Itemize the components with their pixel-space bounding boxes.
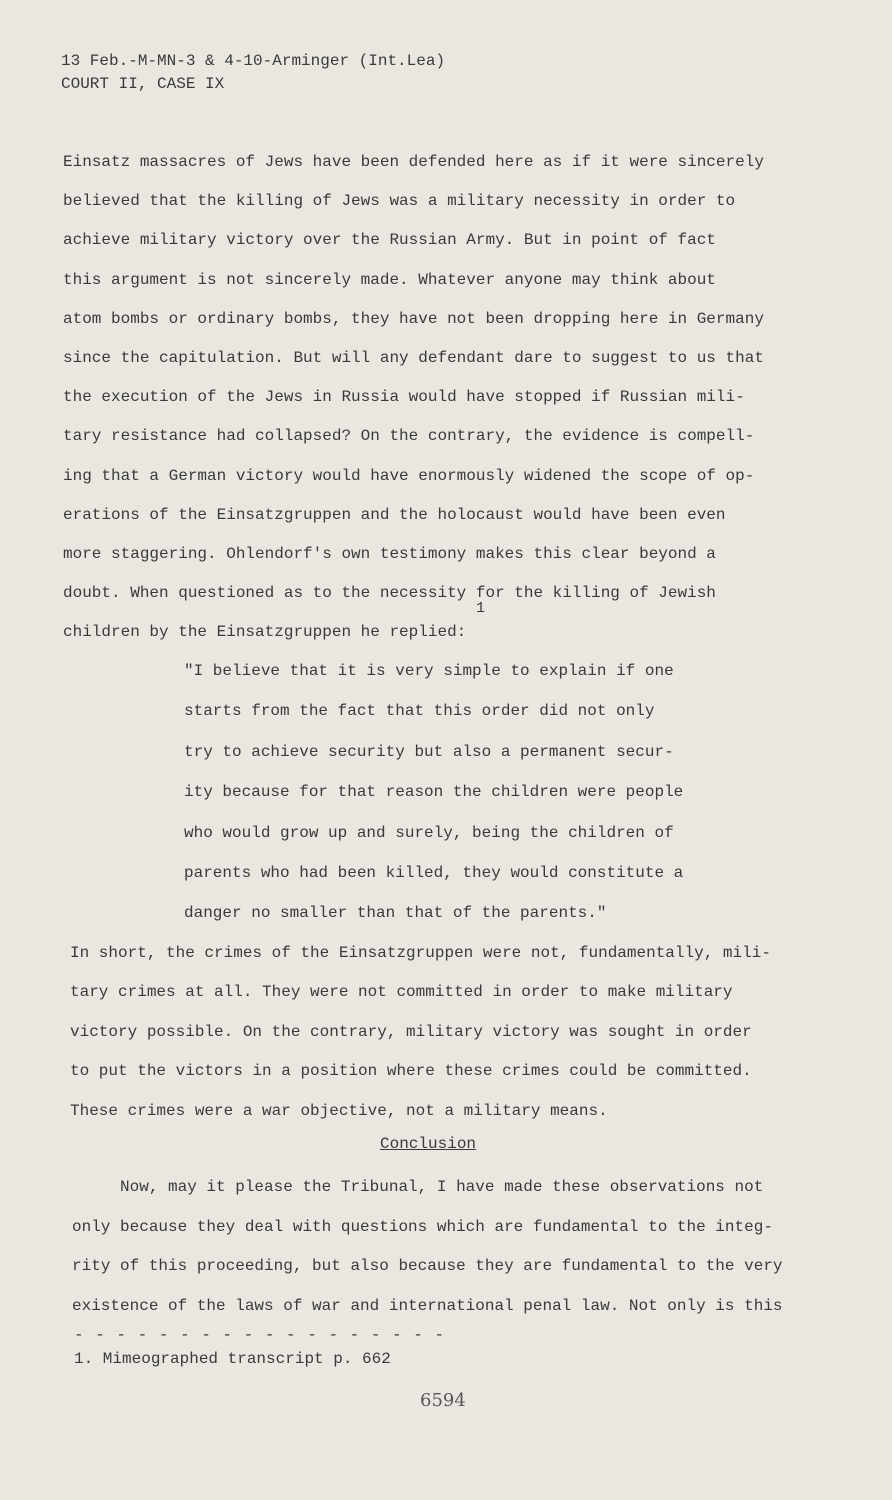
- conclusion-paragraph: [72, 1168, 812, 1326]
- header-line: COURT II, CASE IX: [61, 75, 225, 93]
- body-paragraph: [63, 143, 793, 653]
- text-line: These crimes were a war objective, not a military means.: [70, 1101, 608, 1120]
- text-line: doubt. When questioned as to the necessity for the killing of Jewish: [63, 584, 716, 603]
- text-line: atom bombs or ordinary bombs, they have not been dropping here in Germany: [63, 309, 764, 328]
- text-line: Einsatz massacres of Jews have been defended here as if it were sincerely: [63, 153, 764, 171]
- document-header: [61, 50, 445, 96]
- text-line: believed that the killing of Jews was a military necessity in order to: [63, 192, 736, 211]
- text-line: tary resistance had collapsed? On the contrary, the evidence is compell-: [63, 427, 755, 446]
- text-line: this argument is not sincerely made. Whatever anyone may think about: [63, 270, 716, 289]
- header-line: 13 Feb.-M-MN-3 & 4-10-Arminger (Int.Lea): [61, 52, 446, 70]
- footnote-text: 1. Mimeographed transcript p. 662: [74, 1350, 391, 1368]
- section-heading: Conclusion: [380, 1135, 477, 1153]
- text-line: rity of this proceeding, but also because they are fundamental to the very: [72, 1257, 783, 1275]
- text-line: children by the Einsatzgruppen he replied:: [63, 623, 467, 642]
- block-quote: [184, 651, 704, 934]
- quote-line: parents who had been killed, they would constitute a: [184, 864, 684, 883]
- text-line: more staggering. Ohlendorf's own testimony makes this clear beyond a: [63, 545, 716, 564]
- text-line: ing that a German victory would have enormously widened the scope of op-: [63, 466, 755, 485]
- text-line: the execution of the Jews in Russia would have stopped if Russian mili-: [63, 388, 745, 407]
- text-line: In short, the crimes of the Einsatzgruppen were not, fundamentally, mili-: [70, 944, 771, 962]
- page-number: 6594: [420, 1390, 466, 1411]
- footnote-reference: 1: [476, 600, 486, 617]
- quote-line: who would grow up and surely, being the children of: [184, 823, 674, 842]
- quote-line: ity because for that reason the children were people: [184, 783, 684, 802]
- text-line: Now, may it please the Tribunal, I have made these observations not: [72, 1178, 764, 1196]
- text-line: existence of the laws of war and international penal law. Not only is this: [72, 1296, 783, 1315]
- quote-line: starts from the fact that this order did not only: [184, 702, 655, 721]
- text-line: only because they deal with questions which are fundamental to the integ-: [72, 1217, 773, 1236]
- text-line: achieve military victory over the Russian Army. But in point of fact: [63, 231, 716, 250]
- quote-line: "I believe that it is very simple to explain if one: [184, 662, 674, 680]
- footnote-divider: - - - - - - - - - - - - - - - - - -: [74, 1326, 446, 1344]
- text-line: since the capitulation. But will any defendant dare to suggest to us that: [63, 349, 764, 368]
- quote-line: danger no smaller than that of the parents.": [184, 904, 607, 923]
- text-line: erations of the Einsatzgruppen and the holocaust would have been even: [63, 505, 726, 524]
- text-line: tary crimes at all. They were not committed in order to make military: [70, 983, 733, 1002]
- text-line: to put the victors in a position where these crimes could be committed.: [70, 1062, 752, 1081]
- text-line: victory possible. On the contrary, military victory was sought in order: [70, 1022, 752, 1041]
- quote-line: try to achieve security but also a permanent secur-: [184, 742, 674, 761]
- body-paragraph: [70, 934, 800, 1131]
